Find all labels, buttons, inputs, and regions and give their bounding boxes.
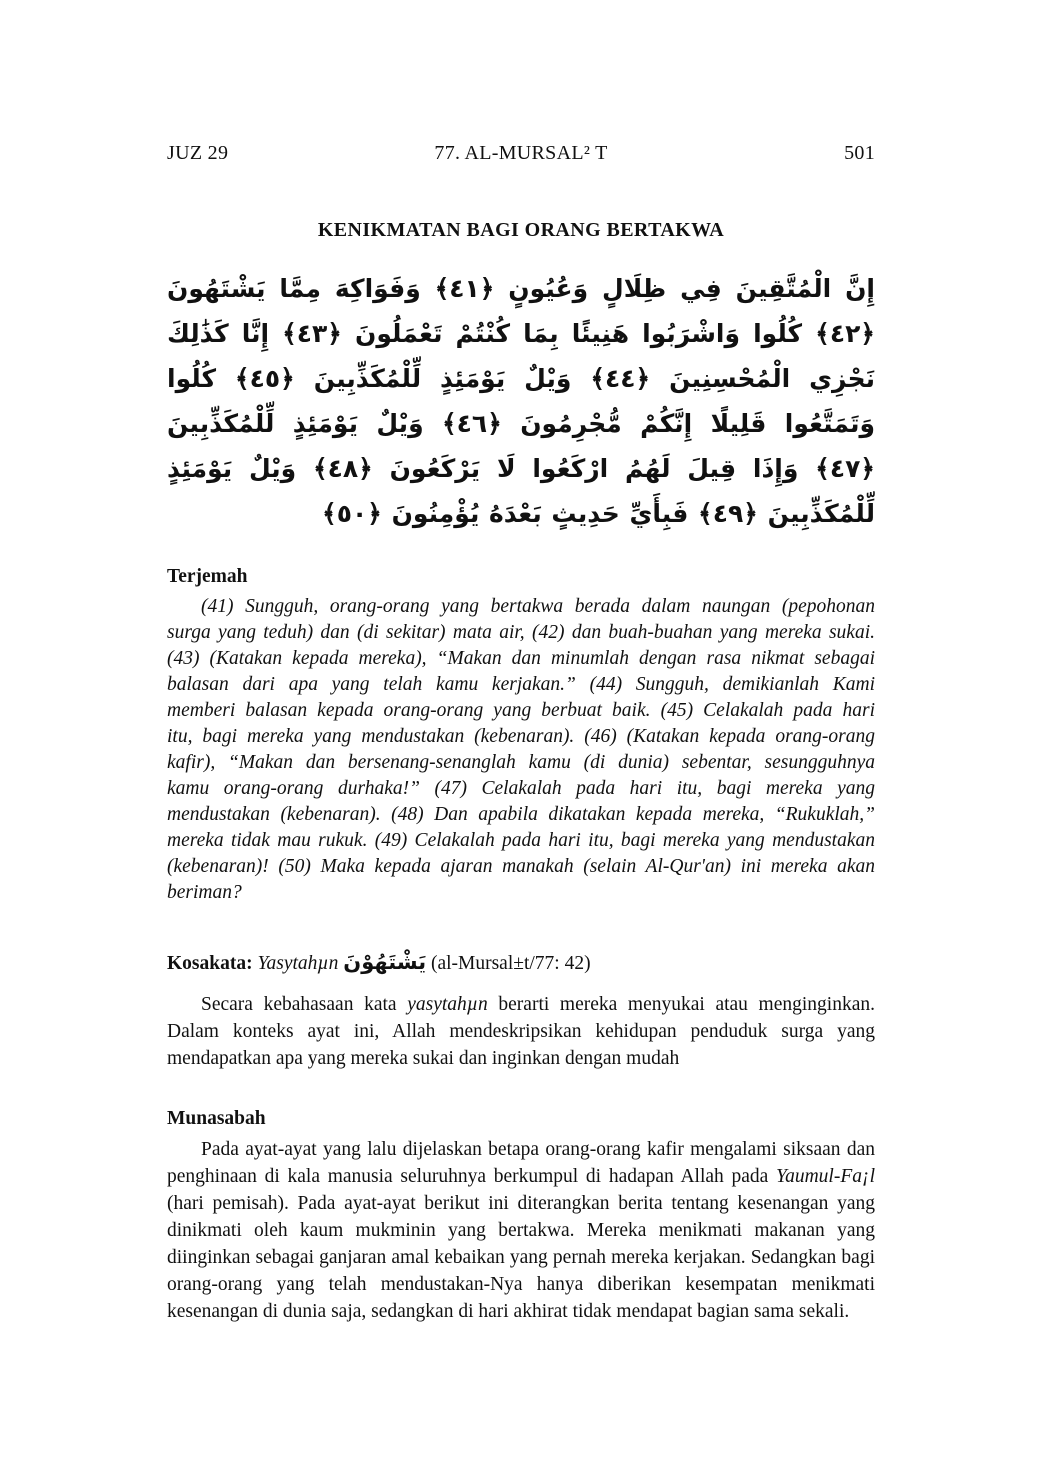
kosakata-arabic-word: يَشْتَهُوْنَ	[343, 950, 427, 974]
header-juz-label: JUZ 29	[167, 142, 229, 164]
page-header	[167, 142, 875, 165]
kosakata-line	[167, 950, 875, 975]
kosakata-paragraph-term: yasytahµn	[407, 994, 488, 1015]
munasabah-paragraph	[167, 1136, 875, 1325]
kosakata-paragraph	[167, 991, 875, 1072]
kosakata-paragraph-part1: Secara kebahasaan kata	[201, 994, 408, 1015]
munasabah-heading: Munasabah	[167, 1108, 266, 1129]
terjemah-paragraph: (41) Sungguh, orang-orang yang bertakwa berada dalam naungan (pepohonan surga yang teduh) dan (di sekitar) mata air, (42) dan buah-buahan yang mereka sukai. (43) (Katakan kepada mereka), “Makan dan minumlah dengan rasa nikmat sebagai balasan dari apa yang telah kamu kerjakan.” (44) Sungguh, demikianlah Kami memberi balasan kepada orang-orang yang berbuat baik. (45) Celakalah pada hari itu, bagi mereka yang mendustakan (kebenaran). (46) (Katakan kepada orang-orang kafir), “Makan dan bersenang-senanglah kamu (di dunia) sebentar, sesungguhnya kamu orang-orang durhaka!” (47) Celakalah pada hari itu, bagi mereka yang mendustakan (kebenaran). (48) Dan apabila dikatakan kepada mereka, “Rukuklah,” mereka tidak mau rukuk. (49) Celakalah pada hari itu, bagi mereka yang mendustakan (kebenaran)! (50) Maka kepada ajaran manakah (selain Al-Qur'an) ini mereka akan beriman?	[167, 596, 875, 903]
kosakata-reference: (al-Mursal±t/77: 42)	[430, 953, 591, 974]
kosakata-paragraph-part2: berarti mereka menyukai atau menginginkan. Dalam konteks ayat ini, Allah mendeskripsikan kehidupan penduduk surga yang mendapatkan apa yang mereka sukai dan inginkan dengan mudah	[167, 994, 875, 1069]
section-title: KENIKMATAN BAGI ORANG BERTAKWA	[317, 219, 725, 241]
kosakata-label: Kosakata:	[167, 953, 253, 974]
header-page-number: 501	[844, 142, 875, 164]
munasabah-paragraph-part1: Pada ayat-ayat yang lalu dijelaskan betapa orang-orang kafir mengalami siksaan dan penghinaan di kala manusia seluruhnya berkumpul di hadapan Allah pada	[167, 1139, 875, 1187]
arabic-verses-block: إِنَّ الْمُتَّقِينَ فِي ظِلَالٍ وَعُيُونٍ ﴿٤١﴾ وَفَوَاكِهَ مِمَّا يَشْتَهُونَ ﴿٤٢﴾ كُلُوا وَاشْرَبُوا هَنِيئًا بِمَا كُنْتُمْ تَعْمَلُونَ ﴿٤٣﴾ إِنَّا كَذَٰلِكَ نَجْزِي الْمُحْسِنِينَ ﴿٤٤﴾ وَيْلٌ يَوْمَئِذٍ لِّلْمُكَذِّبِينَ ﴿٤٥﴾ كُلُوا وَتَمَتَّعُوا قَلِيلًا إِنَّكُمْ مُّجْرِمُونَ ﴿٤٦﴾ وَيْلٌ يَوْمَئِذٍ لِّلْمُكَذِّبِينَ ﴿٤٧﴾ وَإِذَا قِيلَ لَهُمُ ارْكَعُوا لَا يَرْكَعُونَ ﴿٤٨﴾ وَيْلٌ يَوْمَئِذٍ لِّلْمُكَذِّبِينَ ﴿٤٩﴾ فَبِأَيِّ حَدِيثٍ بَعْدَهُ يُؤْمِنُونَ ﴿٥٠﴾	[167, 274, 876, 528]
munasabah-paragraph-part2: (hari pemisah). Pada ayat-ayat berikut ini diterangkan berita tentang kesenangan yang dinikmati oleh kaum mukminin yang bertakwa. Mereka menikmati makanan yang diinginkan sebagai ganjaran amal kebaikan yang pernah mereka kerjakan. Sedangkan bagi orang-orang yang telah mendustakan-Nya hanya diberikan kesempatan menikmati kesenangan di dunia saja, sedangkan di hari akhirat tidak mendapat bagian sama sekali.	[167, 1193, 875, 1322]
kosakata-transliteration: Yasytahµn	[257, 953, 339, 974]
munasabah-paragraph-term: Yaumul-Fa¡l	[776, 1166, 875, 1187]
terjemah-heading: Terjemah	[167, 566, 248, 587]
header-surah-title: 77. AL-MURSAL² T	[434, 142, 608, 164]
